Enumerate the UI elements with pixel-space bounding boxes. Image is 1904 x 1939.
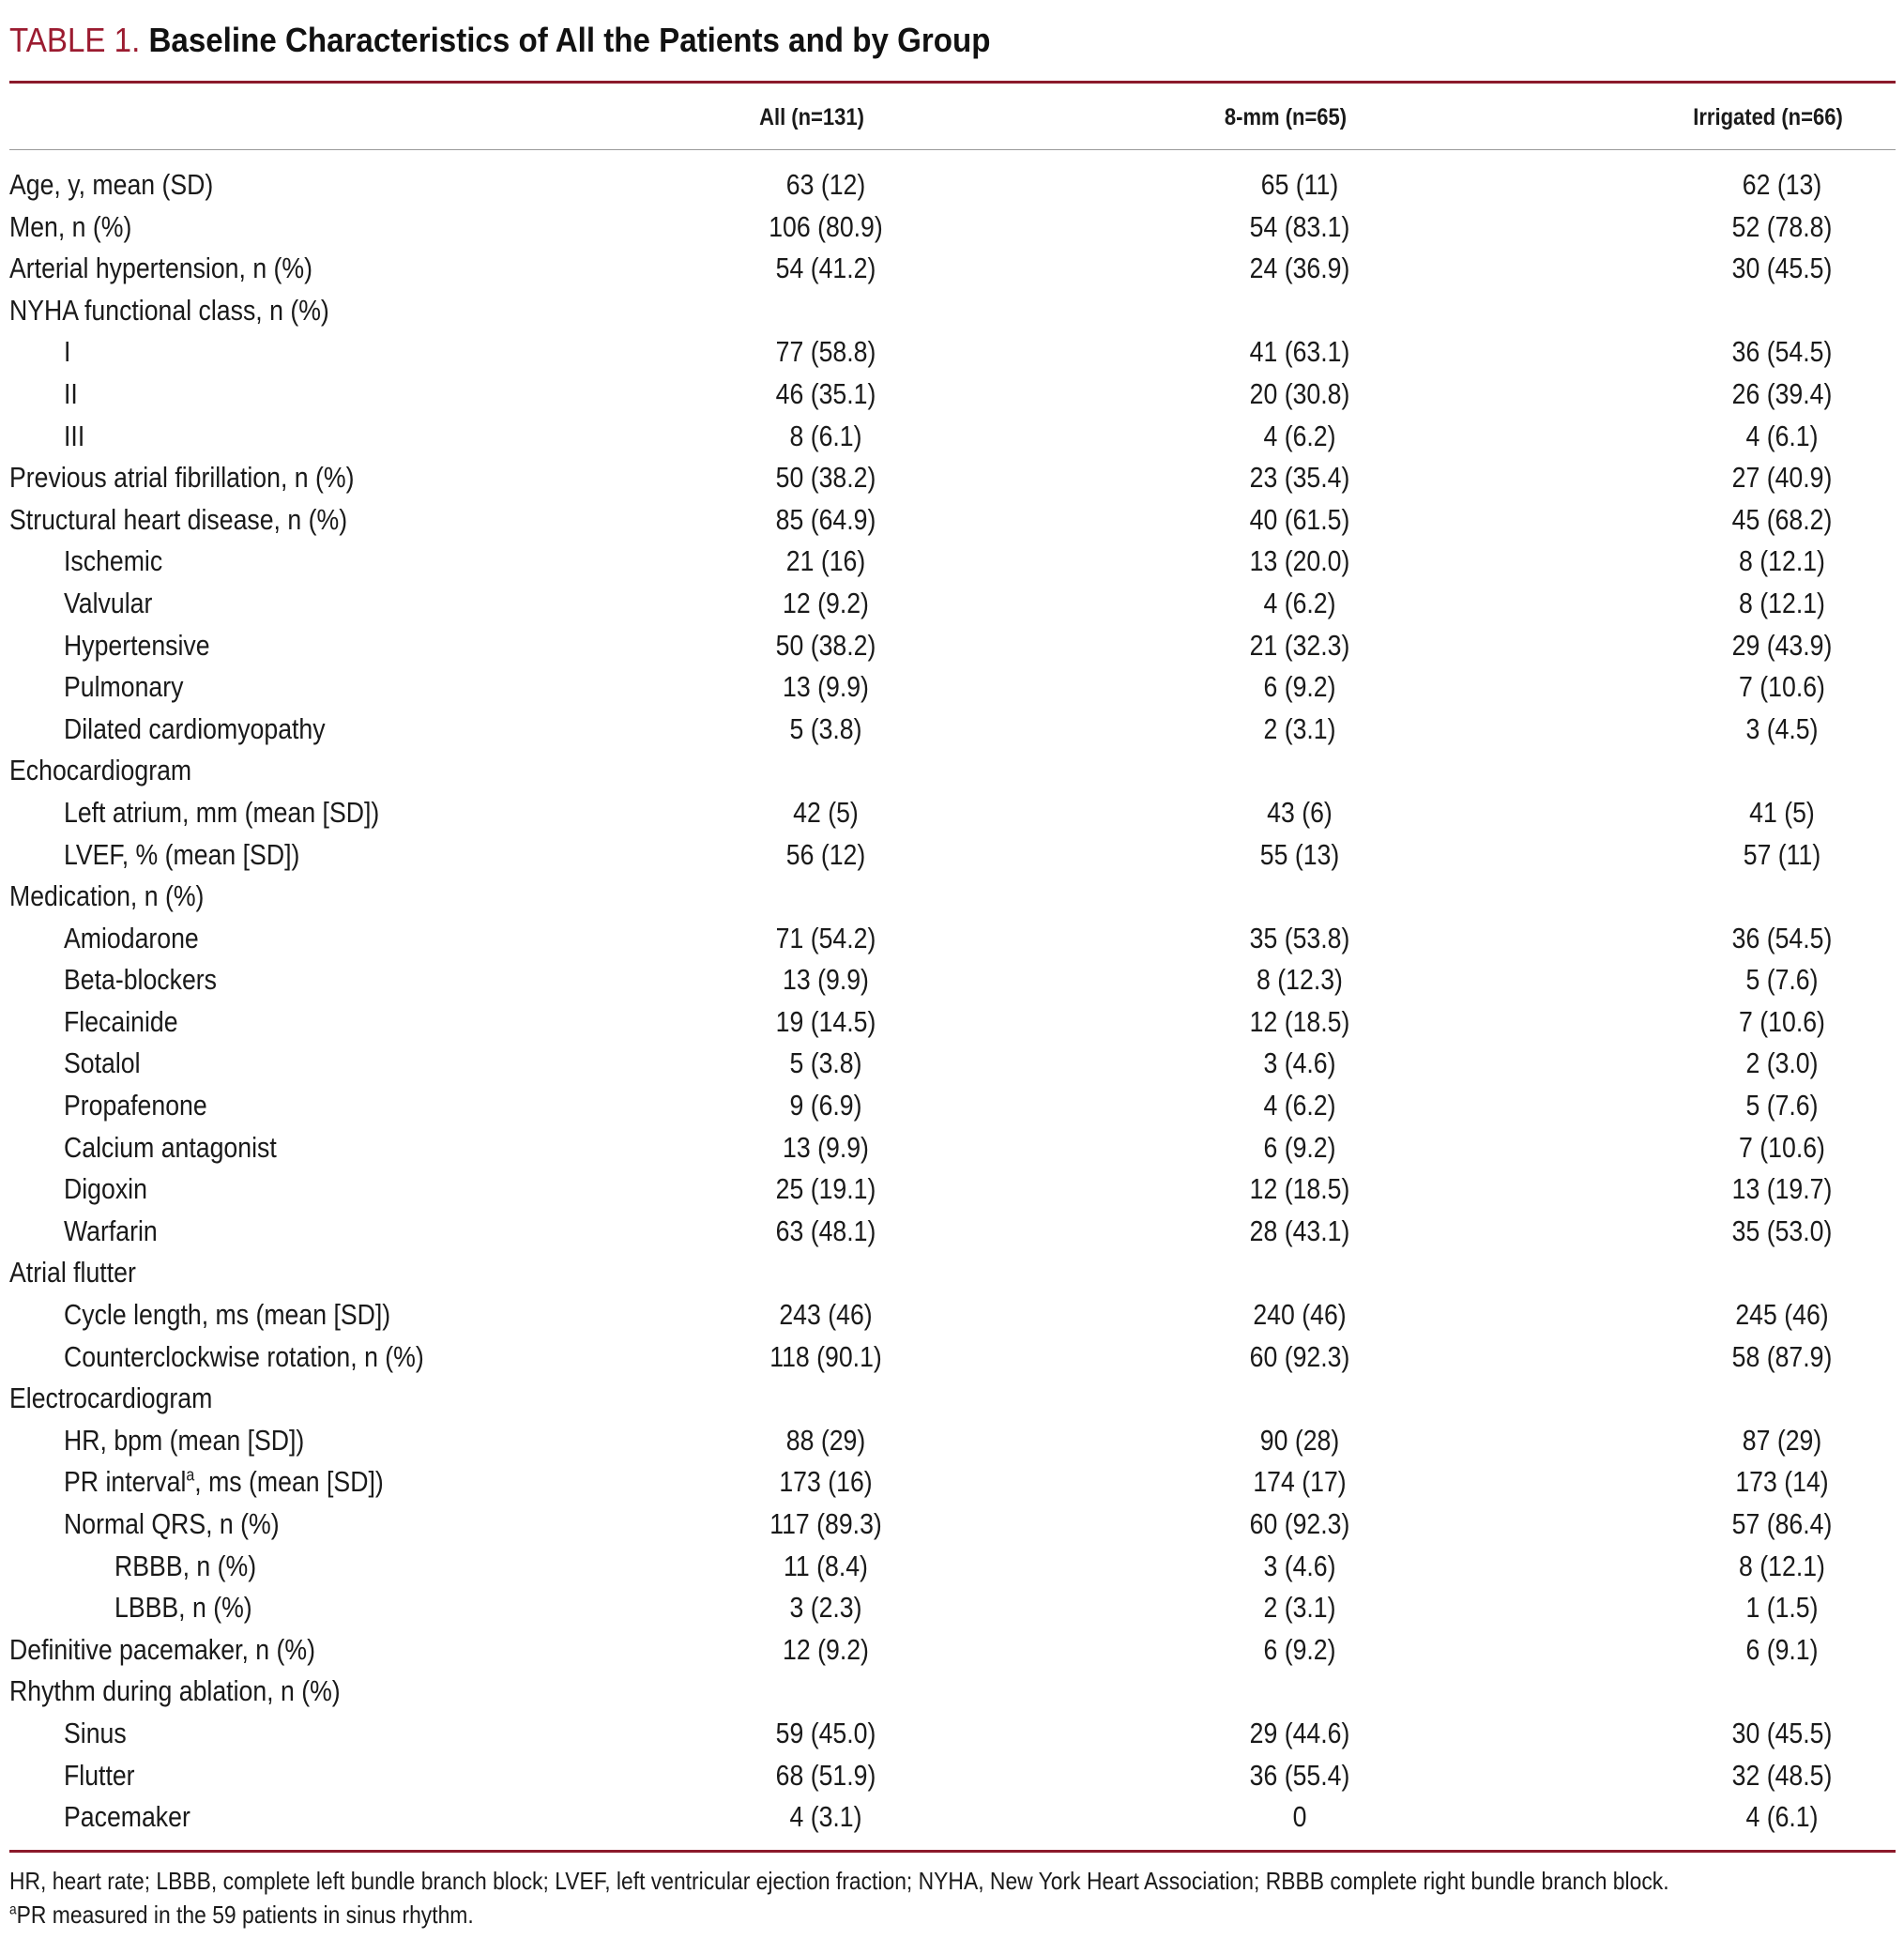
cell-all: 12 (9.2) [783, 586, 869, 619]
cell-8mm: 4 (6.2) [1263, 419, 1336, 452]
cell-all: 9 (6.9) [789, 1089, 862, 1122]
table-row [9, 1755, 1896, 1797]
row-label [64, 666, 183, 709]
cell-8mm: 13 (20.0) [1249, 544, 1350, 578]
row-label-text: Pulmonary [64, 670, 184, 704]
footnote-abbreviations: HR, heart rate; LBBB, complete left bundle branch block; LVEF, left ventricular ejection fraction; NYHA, New York Heart Association; RBBB complete right bundle branch block. [9, 1866, 1669, 1895]
table-row [9, 1671, 1896, 1713]
cell-all: 173 (16) [779, 1465, 873, 1499]
row-label [64, 541, 162, 583]
table-row [9, 499, 1896, 542]
cell-irrigated: 7 (10.6) [1739, 1130, 1825, 1164]
cell-irrigated: 45 (68.2) [1731, 502, 1833, 536]
cell-8mm: 40 (61.5) [1249, 502, 1350, 536]
cell-8mm: 24 (36.9) [1249, 252, 1350, 285]
cell-all: 54 (41.2) [775, 252, 876, 285]
cell-irrigated: 58 (87.9) [1731, 1339, 1833, 1373]
cell-8mm: 55 (13) [1259, 837, 1340, 871]
row-label-text: Echocardiogram [9, 754, 192, 787]
row-label [114, 1546, 256, 1588]
table-row [9, 792, 1896, 834]
cell-all: 59 (45.0) [775, 1716, 876, 1749]
cell-all: 5 (3.8) [789, 1046, 862, 1080]
row-label [64, 1043, 141, 1085]
table-row [9, 1587, 1896, 1629]
row-label [64, 709, 326, 751]
cell-all: 50 (38.2) [775, 628, 876, 662]
table-row [9, 1211, 1896, 1253]
row-label-text: Sotalol [64, 1046, 141, 1080]
row-label-text: Normal QRS, n (%) [64, 1507, 280, 1540]
cell-8mm: 6 (9.2) [1263, 670, 1336, 704]
cell-all: 118 (90.1) [769, 1339, 882, 1373]
cell-irrigated: 8 (12.1) [1739, 544, 1825, 578]
cell-8mm: 4 (6.2) [1263, 1089, 1336, 1122]
table-row [9, 1546, 1896, 1588]
cell-irrigated: 36 (54.5) [1731, 335, 1833, 369]
table-row [9, 834, 1896, 877]
row-label [64, 1420, 304, 1462]
row-label-text: III [64, 419, 85, 452]
cell-all: 13 (9.9) [783, 670, 869, 704]
column-header-8mm: 8-mm (n=65) [1224, 104, 1348, 130]
table-caption: Baseline Characteristics of All the Patients and by Group [148, 21, 991, 59]
cell-irrigated: 7 (10.6) [1739, 670, 1825, 704]
row-label [64, 834, 299, 877]
cell-8mm: 12 (18.5) [1249, 1172, 1350, 1206]
row-label-text: NYHA functional class, n (%) [9, 293, 329, 327]
cell-8mm: 2 (3.1) [1263, 711, 1336, 745]
footnote-a-text: PR measured in the 59 patients in sinus rhythm. [16, 1900, 474, 1929]
cell-8mm: 21 (32.3) [1249, 628, 1350, 662]
cell-irrigated: 30 (45.5) [1731, 1716, 1833, 1749]
cell-all: 8 (6.1) [789, 419, 862, 452]
table-row [9, 290, 1896, 332]
table-row [9, 457, 1896, 499]
cell-8mm: 65 (11) [1260, 168, 1339, 201]
table-row [9, 625, 1896, 667]
row-label [64, 1127, 277, 1169]
table-row [9, 583, 1896, 625]
table-row [9, 1001, 1896, 1044]
row-label-text: Left atrium, mm (mean [SD]) [64, 795, 380, 829]
table-row [9, 1336, 1896, 1379]
cell-irrigated: 26 (39.4) [1731, 376, 1833, 410]
table-row [9, 331, 1896, 374]
cell-irrigated: 1 (1.5) [1745, 1591, 1819, 1625]
table-row [9, 1713, 1896, 1755]
cell-all: 4 (3.1) [789, 1800, 862, 1834]
column-header-irrigated: Irrigated (n=66) [1693, 104, 1843, 130]
cell-8mm: 3 (4.6) [1263, 1046, 1336, 1080]
table-row [9, 1127, 1896, 1169]
cell-all: 71 (54.2) [775, 921, 876, 954]
row-label-text: Electrocardiogram [9, 1382, 213, 1415]
row-label [64, 1294, 390, 1336]
cell-irrigated: 173 (14) [1735, 1465, 1829, 1499]
table-row [9, 248, 1896, 290]
row-label [64, 583, 152, 625]
table-document [9, 19, 1896, 1931]
cell-irrigated: 30 (45.5) [1731, 252, 1833, 285]
row-label-text: Cycle length, ms (mean [SD]) [64, 1298, 391, 1332]
row-label-text: Arterial hypertension, n (%) [9, 252, 313, 285]
cell-irrigated: 2 (3.0) [1745, 1046, 1819, 1080]
table-row [9, 1378, 1896, 1420]
cell-8mm: 2 (3.1) [1263, 1591, 1336, 1625]
cell-all: 243 (46) [779, 1298, 873, 1332]
row-label-text: Beta-blockers [64, 963, 217, 997]
cell-all: 56 (12) [785, 837, 866, 871]
cell-all: 106 (80.9) [769, 209, 883, 243]
cell-all: 5 (3.8) [789, 711, 862, 745]
table-row [9, 1168, 1896, 1211]
footnote-a [9, 1898, 1669, 1931]
cell-8mm: 35 (53.8) [1249, 921, 1350, 954]
cell-irrigated: 35 (53.0) [1731, 1214, 1833, 1247]
row-label-text: Men, n (%) [9, 209, 132, 243]
cell-irrigated: 7 (10.6) [1739, 1004, 1825, 1038]
table-title [9, 19, 1744, 62]
cell-8mm: 8 (12.3) [1257, 963, 1343, 997]
cell-8mm: 29 (44.6) [1249, 1716, 1350, 1749]
row-label [64, 918, 199, 960]
cell-irrigated: 32 (48.5) [1731, 1758, 1833, 1792]
table-row [9, 1461, 1896, 1504]
cell-all: 19 (14.5) [775, 1004, 876, 1038]
row-label [9, 1252, 136, 1294]
cell-8mm: 41 (63.1) [1249, 335, 1350, 369]
table-row [9, 1420, 1896, 1462]
row-label [64, 792, 379, 834]
row-label-text: Valvular [64, 586, 153, 619]
table-row [9, 750, 1896, 792]
row-label [64, 959, 217, 1001]
cell-all: 77 (58.8) [775, 335, 876, 369]
row-label-text: Warfarin [64, 1214, 158, 1247]
cell-8mm: 90 (28) [1259, 1423, 1340, 1457]
cell-8mm: 12 (18.5) [1249, 1004, 1350, 1038]
row-label-text: Previous atrial fibrillation, n (%) [9, 461, 355, 495]
row-label [9, 206, 131, 249]
cell-all: 117 (89.3) [769, 1507, 882, 1540]
cell-8mm: 43 (6) [1267, 795, 1333, 829]
row-label-text: Flutter [64, 1758, 135, 1792]
cell-all: 50 (38.2) [775, 461, 876, 495]
table-row [9, 876, 1896, 918]
row-label-text: Flecainide [64, 1004, 178, 1038]
row-label-text: Dilated cardiomyopathy [64, 711, 326, 745]
cell-8mm: 6 (9.2) [1263, 1632, 1336, 1666]
cell-all: 12 (9.2) [783, 1632, 869, 1666]
cell-all: 21 (16) [785, 544, 866, 578]
cell-irrigated: 57 (11) [1743, 837, 1821, 871]
bottom-rule [9, 1850, 1896, 1853]
table-row [9, 1504, 1896, 1546]
row-label [9, 750, 191, 792]
row-label-text: Counterclockwise rotation, n (%) [64, 1339, 424, 1373]
cell-8mm: 174 (17) [1253, 1465, 1347, 1499]
row-label [64, 625, 210, 667]
table-row [9, 374, 1896, 416]
row-label-text: Hypertensive [64, 628, 210, 662]
cell-irrigated: 4 (6.1) [1745, 419, 1819, 452]
row-label-text: Propafenone [64, 1089, 207, 1122]
cell-irrigated: 245 (46) [1735, 1298, 1829, 1332]
cell-irrigated: 36 (54.5) [1731, 921, 1833, 954]
row-label [9, 1378, 212, 1420]
table-row [9, 1043, 1896, 1085]
row-label-text: Ischemic [64, 544, 163, 578]
column-header-all: All (n=131) [759, 104, 864, 130]
row-label-text: Medication, n (%) [9, 879, 205, 913]
table-row [9, 206, 1896, 249]
table-row [9, 1294, 1896, 1336]
cell-irrigated: 29 (43.9) [1731, 628, 1833, 662]
row-label [64, 1755, 135, 1797]
cell-all: 42 (5) [793, 795, 859, 829]
row-label [64, 331, 70, 374]
cell-all: 85 (64.9) [775, 502, 876, 536]
footnote-marker: a [186, 1465, 195, 1486]
cell-irrigated: 5 (7.6) [1745, 963, 1819, 997]
cell-8mm: 3 (4.6) [1263, 1549, 1336, 1582]
cell-irrigated: 41 (5) [1749, 795, 1815, 829]
row-label-text: PR interval [64, 1465, 187, 1499]
table-row [9, 164, 1896, 206]
row-label-text: Sinus [64, 1716, 127, 1749]
cell-all: 13 (9.9) [783, 1130, 869, 1164]
row-label-text: Structural heart disease, n (%) [9, 502, 348, 536]
table-row [9, 1085, 1896, 1127]
table-row [9, 918, 1896, 960]
cell-8mm: 54 (83.1) [1249, 209, 1350, 243]
row-label-text: RBBB, n (%) [114, 1549, 257, 1582]
table-row [9, 541, 1896, 583]
row-label-text: Calcium antagonist [64, 1130, 277, 1164]
row-label-text: Rhythm during ablation, n (%) [9, 1674, 341, 1708]
cell-all: 25 (19.1) [775, 1172, 876, 1206]
row-label [64, 1001, 178, 1044]
row-label-text: HR, bpm (mean [SD]) [64, 1423, 305, 1457]
cell-8mm: 20 (30.8) [1249, 376, 1350, 410]
row-label-text: Atrial flutter [9, 1256, 136, 1290]
row-label [9, 457, 354, 499]
cell-all: 68 (51.9) [775, 1758, 876, 1792]
row-label [9, 1629, 315, 1672]
row-label [64, 1504, 280, 1546]
cell-irrigated: 87 (29) [1742, 1423, 1822, 1457]
row-label-text: Age, y, mean (SD) [9, 168, 214, 201]
cell-irrigated: 4 (6.1) [1745, 1800, 1819, 1834]
row-label-text: Digoxin [64, 1172, 147, 1206]
cell-irrigated: 13 (19.7) [1731, 1172, 1833, 1206]
row-label [64, 416, 84, 458]
row-label-suffix: , ms (mean [SD]) [194, 1465, 384, 1499]
cell-all: 11 (8.4) [784, 1549, 868, 1582]
cell-irrigated: 57 (86.4) [1731, 1507, 1833, 1540]
cell-8mm: 0 [1292, 1800, 1307, 1834]
cell-all: 63 (48.1) [775, 1214, 876, 1247]
cell-all: 63 (12) [785, 168, 866, 201]
row-label [64, 1211, 158, 1253]
cell-8mm: 240 (46) [1253, 1298, 1347, 1332]
row-label [64, 1461, 384, 1504]
row-label [64, 1713, 127, 1755]
row-label-text: I [64, 335, 71, 369]
row-label-text: LVEF, % (mean [SD]) [64, 837, 300, 871]
table-number: TABLE 1. [9, 21, 141, 59]
row-label [9, 248, 312, 290]
cell-irrigated: 8 (12.1) [1739, 1549, 1825, 1582]
row-label-text: Definitive pacemaker, n (%) [9, 1632, 315, 1666]
cell-8mm: 60 (92.3) [1249, 1507, 1350, 1540]
table-row [9, 1629, 1896, 1672]
table-row [9, 959, 1896, 1001]
cell-8mm: 36 (55.4) [1249, 1758, 1350, 1792]
row-label-text: Amiodarone [64, 921, 199, 954]
row-label [9, 290, 329, 332]
cell-all: 88 (29) [785, 1423, 866, 1457]
cell-all: 3 (2.3) [789, 1591, 862, 1625]
cell-all: 46 (35.1) [775, 376, 876, 410]
row-label [9, 876, 204, 918]
row-label-text: Pacemaker [64, 1800, 190, 1834]
row-label-text: II [64, 376, 78, 410]
cell-8mm: 60 (92.3) [1249, 1339, 1350, 1373]
cell-irrigated: 3 (4.5) [1745, 711, 1819, 745]
table-footnotes [9, 1864, 1896, 1931]
table-row [9, 1252, 1896, 1294]
cell-8mm: 4 (6.2) [1263, 586, 1336, 619]
row-label [9, 1671, 341, 1713]
row-label [64, 1336, 424, 1379]
row-label-text: LBBB, n (%) [114, 1591, 252, 1625]
row-label [64, 1168, 147, 1211]
table-row [9, 416, 1896, 458]
row-label [114, 1587, 252, 1629]
cell-irrigated: 27 (40.9) [1731, 461, 1833, 495]
cell-irrigated: 52 (78.8) [1731, 209, 1833, 243]
row-label [64, 374, 78, 416]
cell-8mm: 6 (9.2) [1263, 1130, 1336, 1164]
cell-irrigated: 6 (9.1) [1745, 1632, 1819, 1666]
footnote-marker: a [9, 1901, 17, 1918]
cell-all: 13 (9.9) [783, 963, 869, 997]
table-body [9, 150, 1896, 1839]
column-header-row [9, 84, 1896, 149]
cell-irrigated: 62 (13) [1742, 168, 1822, 201]
cell-8mm: 23 (35.4) [1249, 461, 1350, 495]
row-label [64, 1085, 207, 1127]
row-label [64, 1796, 190, 1839]
table-row [9, 1796, 1896, 1839]
table-row [9, 666, 1896, 709]
row-label [9, 499, 347, 542]
cell-irrigated: 8 (12.1) [1739, 586, 1825, 619]
cell-irrigated: 5 (7.6) [1745, 1089, 1819, 1122]
row-label [9, 164, 213, 206]
cell-8mm: 28 (43.1) [1249, 1214, 1350, 1247]
table-row [9, 709, 1896, 751]
